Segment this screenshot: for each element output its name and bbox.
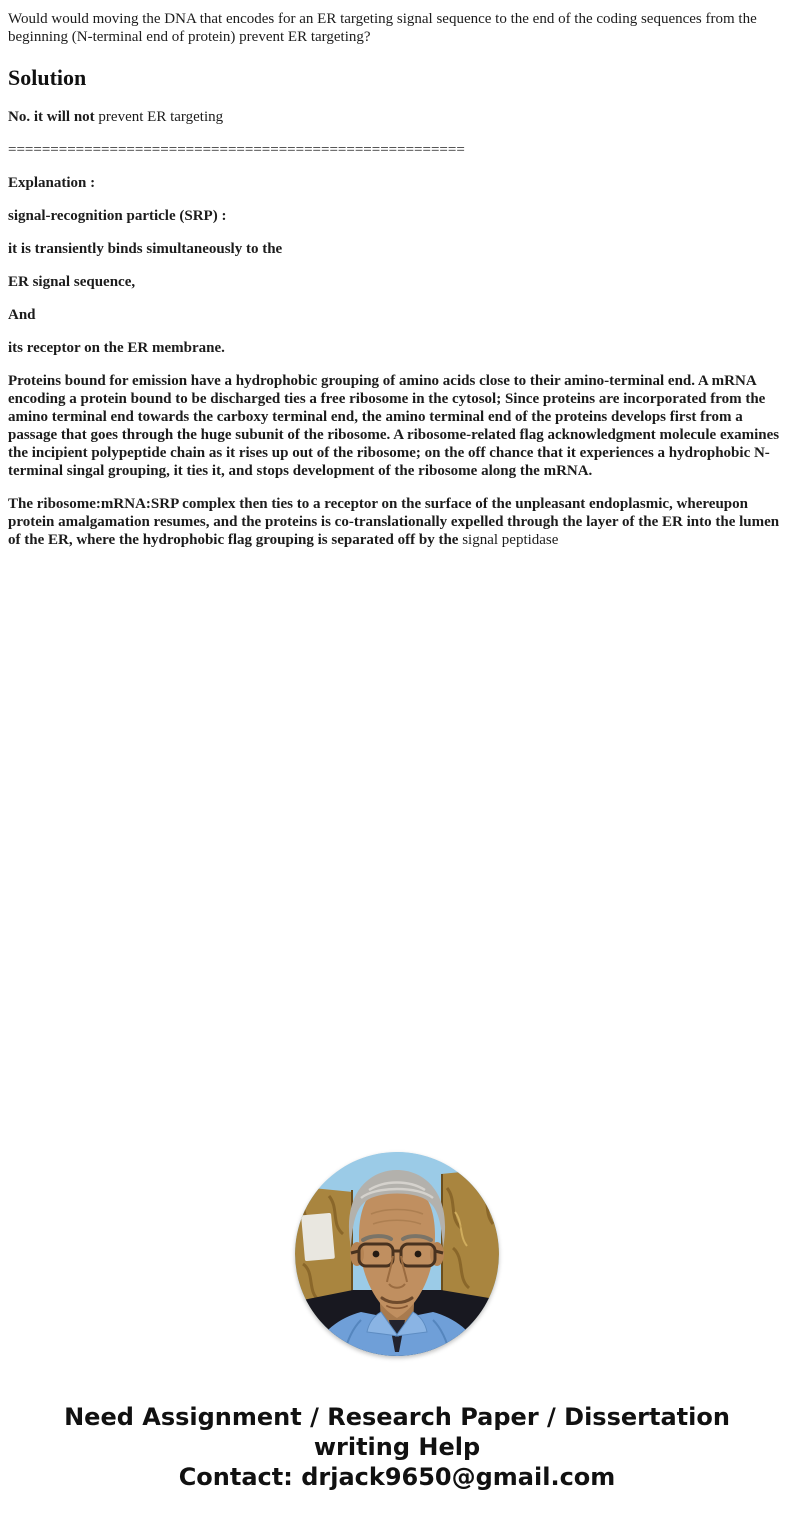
tutor-portrait-image (295, 1152, 499, 1356)
body-paragraph-2 (8, 495, 786, 549)
footer-banner (0, 1402, 794, 1492)
srp-heading: signal-recognition particle (SRP) : (8, 208, 227, 224)
answer-regular-text: prevent ER targeting (98, 109, 224, 125)
explanation-point-2: ER signal sequence, (8, 274, 136, 290)
footer-contact-text: Contact: drjack9650@gmail.com (178, 1463, 616, 1491)
solution-heading: Solution (8, 65, 87, 90)
body-paragraph-2-bold: The ribosome:mRNA:SRP complex then ties to a receptor on the surface of the unpleasant endoplasmic, whereupon protein amalgamation resumes, and the proteins is co-translationally expelled through the layer of the ER into the lumen of the ER, where the hydrophobic flag grouping is separated off by the (8, 496, 780, 548)
divider-line: ====================================================== (8, 142, 465, 158)
explanation-point-4: its receptor on the ER membrane. (8, 340, 225, 356)
explanation-point-1: it is transiently binds simultaneously to the (8, 241, 283, 257)
answer-bold-text: No. it will not (8, 109, 99, 125)
explanation-point-3: And (8, 307, 36, 323)
footer-help-text: Need Assignment / Research Paper / Dissertation writing Help (64, 1403, 730, 1461)
body-paragraph-2-regular: signal peptidase (462, 532, 559, 548)
body-paragraph-1: Proteins bound for emission have a hydrophobic grouping of amino acids close to their amino-terminal end. A mRNA encoding a protein bound to be discharged ties a free ribosome in the cytosol; Since proteins are incorporated from the amino terminal end towards the carboxy terminal end, the amino terminal end of the proteins develops first from a passage that goes through the huge subunit of the ribosome. A ribosome-related flag acknowledgment molecule examines the incipient polypeptide chain as it rises up out of the ribosome; on the off chance that it experiences a hydrophobic N-terminal singal grouping, it ties it, and stops development of the ribosome along the mRNA. (8, 373, 780, 479)
solution-document (0, 0, 794, 572)
avatar-container (0, 1152, 794, 1356)
question-text: Would would moving the DNA that encodes for an ER targeting signal sequence to the end of the coding sequences from the beginning (N-terminal end of protein) prevent ER targeting? (8, 11, 757, 45)
explanation-heading: Explanation : (8, 175, 96, 191)
answer-line (8, 108, 786, 126)
tutor-avatar (295, 1152, 499, 1356)
